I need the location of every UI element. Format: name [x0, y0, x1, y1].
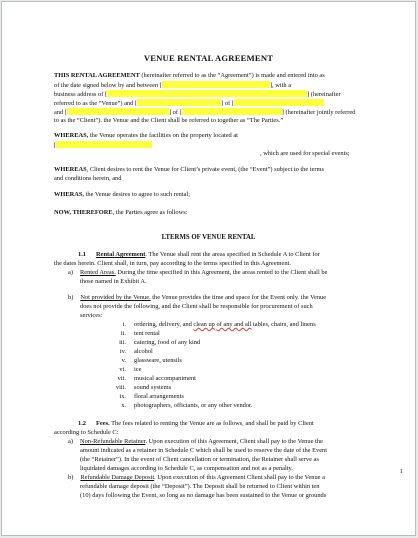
roman-item-text: photographers, officiants, or any other vendor. — [134, 402, 253, 409]
whereas-2-line-1 — [54, 166, 324, 174]
section-1-2-line-1 — [78, 420, 314, 428]
fee-b-line-1 — [68, 474, 325, 482]
whereas-text: the Venue operates the facilities on the property located at — [88, 132, 238, 139]
roman-numeral: i. — [122, 321, 126, 328]
client-name-field[interactable] — [137, 99, 221, 106]
item-title: Refundable Damage Deposit — [80, 474, 155, 481]
intro-bold: THIS RENTAL AGREEMENT — [54, 72, 140, 79]
property-location-field[interactable] — [56, 141, 152, 148]
roman-numeral: iii. — [119, 339, 126, 346]
section-1-1-line-2: the dates herein. Client shall, in turn, pay according to the terms specified in this Agreement. — [54, 260, 291, 267]
roman-numeral: x. — [121, 402, 126, 409]
roman-item-text: ice — [134, 366, 142, 373]
item-b-line-3: services: — [80, 312, 103, 319]
intro-line-4 — [54, 99, 324, 108]
roman-item-part: tables, chairs, and linens — [251, 321, 316, 328]
terms-heading: LTERMS OF VENUE RENTAL — [161, 234, 256, 241]
roman-numeral: v. — [121, 357, 126, 364]
roman-item-text: catering, food of any kind — [134, 339, 201, 346]
whereas-text: , Client desires to rent the Venue for Client’s private event, (the “Event”) subject to the terms — [86, 166, 325, 173]
intro-line-2 — [54, 81, 291, 90]
roman-numeral: viii. — [115, 384, 126, 391]
whereas-1-line-1 — [54, 132, 238, 140]
item-text: . Upon execution of this Agreement, Client shall pay to the Venue the — [145, 438, 323, 445]
intro-text: and [ — [54, 109, 67, 116]
whereas-1-line-2 — [54, 141, 152, 150]
intro-text: of the date signed below by and between [ — [54, 82, 162, 89]
whereas-bold: WHERAS, — [54, 191, 85, 198]
intro-line-6: to as the “Client”). the Venue and the Client shall be referred to together as “The Parties.” — [54, 117, 284, 124]
intro-text: (hereinafter referred to as the “Agreement”) is made and entered into as — [139, 72, 325, 79]
property-bracket: [ — [54, 142, 57, 149]
spellcheck-underline: of any and all — [216, 321, 252, 328]
document-page — [1, 1, 416, 536]
therefore-bold: NOW, THEREFORE — [54, 209, 113, 216]
intro-text: ] (hereinafter jointly referred — [281, 109, 356, 116]
roman-numeral: ix. — [119, 393, 126, 400]
section-title: Rental Agreement — [96, 251, 146, 258]
intro-line-5 — [54, 108, 355, 117]
roman-item-text: floral arrangements — [134, 393, 184, 400]
roman-item-text — [134, 321, 316, 329]
item-label: b) — [68, 474, 74, 481]
section-number: 1.1 — [78, 251, 86, 258]
section-1-2-line-2: according to Schedule C: — [54, 429, 119, 436]
second-client-address-field[interactable] — [182, 108, 282, 115]
item-text: During the time specified in this Agreement, the areas rented to the Client shall be — [115, 269, 328, 276]
fee-a-line-2: amount indicated as a retainer in Schedule C which shall be used to reserve the date of the Event — [80, 447, 328, 454]
roman-item-text: tent rental — [134, 330, 160, 337]
whereas-bold: WHEREAS — [54, 166, 87, 173]
item-b-line-2: does not provide the following, and the Client shall be responsible for procurement of such — [80, 303, 313, 310]
fee-b-line-2: refundable damage deposit (the “Deposit”). The Deposit shall be returned to Client within ten — [80, 483, 320, 490]
intro-text: referred to as the “Venue”) and [ — [54, 100, 138, 107]
item-label: a) — [68, 438, 73, 445]
page-number: 1 — [399, 468, 403, 475]
item-b-line-1 — [68, 294, 326, 302]
intro-line-3 — [54, 90, 341, 99]
intro-text: ] of [ — [221, 100, 234, 107]
section-text: . The Venue shall rent the areas specified in Schedule A to Client for — [145, 251, 320, 258]
roman-numeral: iv. — [119, 348, 126, 355]
item-a-line-2: those named in Exhibit A. — [80, 278, 147, 285]
item-label: b) — [68, 294, 74, 301]
client-address-field[interactable] — [234, 99, 324, 106]
therefore-line — [54, 209, 188, 217]
section-title: Fees. — [96, 420, 110, 427]
item-title: Rented Areas. — [79, 269, 116, 276]
item-a-line-1 — [68, 269, 327, 277]
therefore-text: , the Parties agree as follows: — [112, 209, 188, 216]
item-title: Non-Refundable Retainer — [79, 438, 146, 445]
second-client-name-field[interactable] — [67, 108, 169, 115]
fee-a-line-3: (the “Retainer”). In the event of Client cancellation or termination, the Retainer shall serve as — [80, 456, 319, 463]
venue-address-field[interactable] — [107, 90, 307, 97]
whereas-text: the Venue desires to agree to such rental; — [84, 191, 191, 198]
section-1-1-line-1 — [78, 251, 320, 259]
fee-a-line-1 — [68, 438, 323, 446]
fee-a-line-4: liquidated damages according to Schedule C, as compensation and not as a penalty. — [80, 465, 293, 472]
intro-text: ] of [ — [168, 109, 182, 116]
roman-item-text: musical accompaniment — [134, 375, 196, 382]
item-text: the Venue provides the time and space for the Event only. the Venue — [150, 294, 327, 301]
whereas-3-line — [54, 191, 190, 199]
party-name-field[interactable] — [162, 81, 270, 88]
item-title: Not provided by the Venue. — [80, 294, 151, 301]
spellcheck-underline: clean up — [193, 321, 215, 328]
roman-item-text: glassware, utensils — [134, 357, 182, 364]
intro-line-1 — [54, 72, 325, 80]
roman-numeral: vi. — [119, 366, 126, 373]
roman-numeral: ii. — [120, 330, 126, 337]
whereas-1-line-3: , which are used for special events; — [260, 150, 350, 157]
item-text: . Upon execution of this Agreement Client shall pay to the Venue a — [154, 474, 325, 481]
section-number: 1.2 — [78, 420, 86, 427]
roman-item-text: alcohol — [134, 348, 153, 355]
fee-b-line-3: (10) days following the Event, so long as no damage has been sustained to the Venue or grounds — [80, 492, 327, 499]
intro-text: ], with a — [269, 82, 292, 89]
intro-text: ] (hereinafter — [307, 91, 341, 98]
roman-numeral: vii. — [117, 375, 126, 382]
roman-item-text: sound systems — [134, 384, 172, 391]
whereas-2-line-2: and conditions herein, and — [54, 175, 122, 182]
document-title: VENUE RENTAL AGREEMENT — [143, 53, 274, 63]
section-text: The fees related to renting the Venue are as follows, and shall be paid by Client — [109, 420, 314, 427]
intro-text: business address of [ — [54, 91, 108, 98]
roman-item-part: ordering, delivery, and — [134, 321, 194, 328]
whereas-bold: WHEREAS, — [54, 132, 89, 139]
item-label: a) — [68, 269, 73, 276]
